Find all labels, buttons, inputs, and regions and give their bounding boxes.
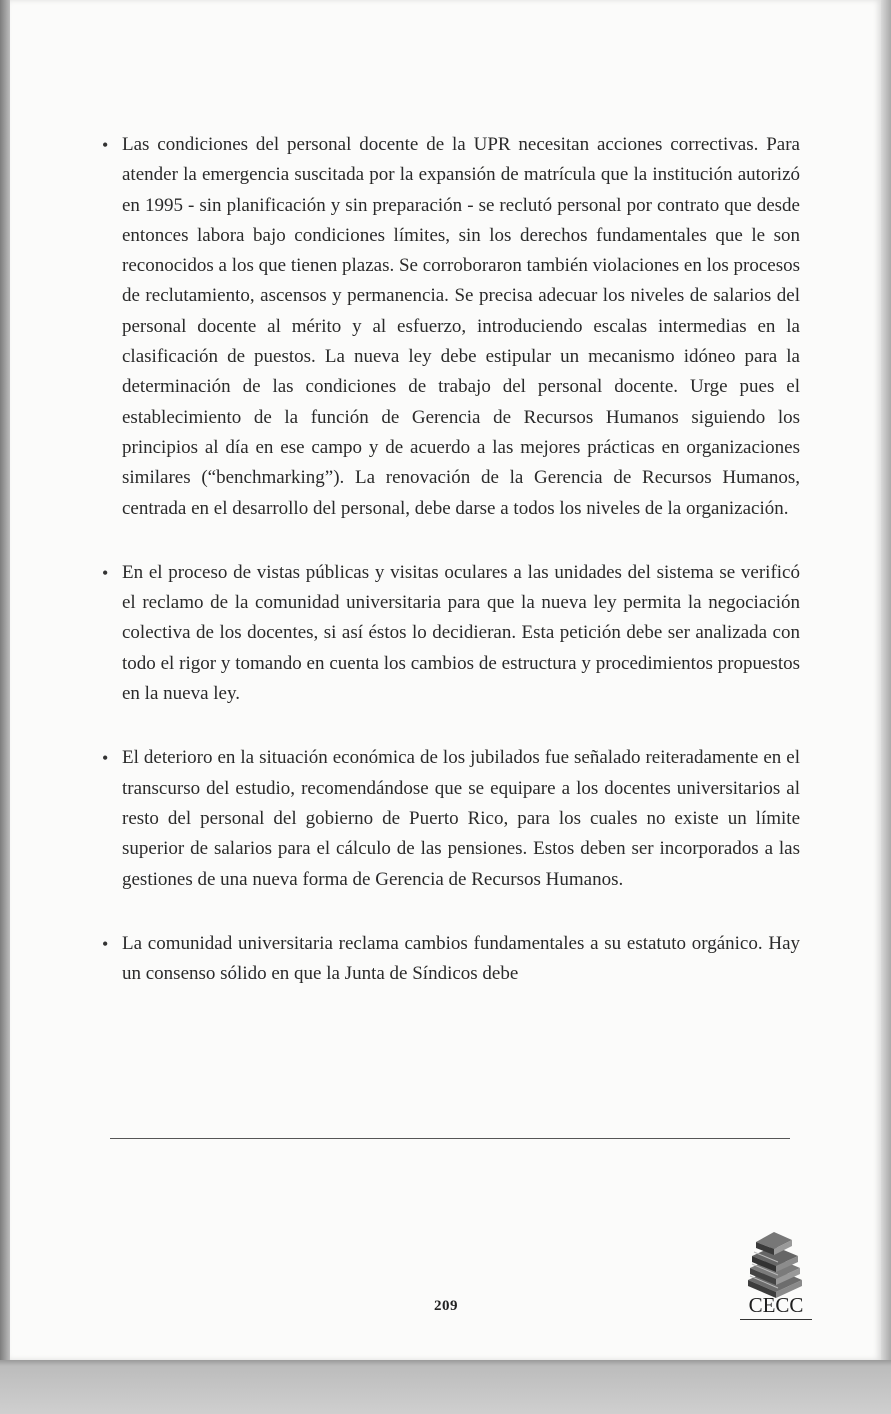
- page-number: 209: [434, 1298, 458, 1314]
- stacked-books-logo-icon: [740, 1222, 810, 1302]
- footer-rule: [110, 1138, 790, 1139]
- bullet-paragraph: La comunidad universitaria reclama cambios fundamentales a su estatuto orgánico. Hay un consenso sólido en que la Junta de Síndicos debe: [122, 932, 800, 985]
- bullet-dot-icon: •: [102, 933, 109, 954]
- bullet-paragraph: En el proceso de vistas públicas y visitas oculares a las unidades del sistema se verificó el reclamo de la comunidad universitaria para que la nueva ley permita la negociación colectiva de los docentes, si así éstos lo decidieran. Esta petición debe ser analizada con todo el rigor y tomando en cuenta los cambios de estructura y procedimientos propuestos en la nueva ley.: [122, 561, 800, 705]
- scan-edge-right: [881, 0, 891, 1360]
- bullet-paragraph: El deterioro en la situación económica de los jubilados fue señalado reiteradamente en el transcurso del estudio, recomendándose que se equipare a los docentes universitarios al resto del personal del gobierno de Puerto Rico, para los cuales no existe un límite superior de salarios para el cálculo de las pensiones. Estos deben ser incorporados a las gestiones de una nueva forma de Gerencia de Recursos Humanos.: [122, 747, 800, 890]
- scan-edge-bottom: [0, 1360, 891, 1414]
- bullet-dot-icon: •: [102, 562, 109, 583]
- bullet-item: [102, 130, 800, 524]
- bullet-paragraph: Las condiciones del personal docente de la UPR necesitan acciones correctivas. Para atender la emergencia suscitada por la expansión de matrícula que la institución autorizó en 1995 - sin planificación y sin preparación - se reclutó personal por contrato que desde entonces labora bajo condiciones límites, sin los derechos fundamentales que le son reconocidos a los que tienen plazas. Se corroboraron también violaciones en los procesos de reclutamiento, ascensos y permanencia. Se precisa adecuar los niveles de salarios del personal docente al mérito y al esfuerzo, introduciendo escalas intermedias en la clasificación de puestos. La nueva ley debe estipular un mecanismo idóneo para la determinación de las condiciones de trabajo del personal docente. Urge pues el establecimiento de la función de Gerencia de Recursos Humanos siguiendo los principios al día en ese campo y de acuerdo a las mejores prácticas en organizaciones similares (“benchmarking”). La renovación de la Gerencia de Recursos Humanos, centrada en el desarrollo del personal, debe darse a todos los niveles de la organización.: [122, 134, 800, 519]
- bullet-item: [102, 929, 800, 990]
- scan-edge-left: [0, 0, 10, 1360]
- bullet-list: [102, 130, 800, 1023]
- bullet-item: [102, 743, 800, 894]
- cecc-label: CECC: [740, 1292, 812, 1320]
- bullet-dot-icon: •: [102, 748, 109, 769]
- bullet-item: [102, 558, 800, 709]
- bullet-dot-icon: •: [102, 135, 109, 155]
